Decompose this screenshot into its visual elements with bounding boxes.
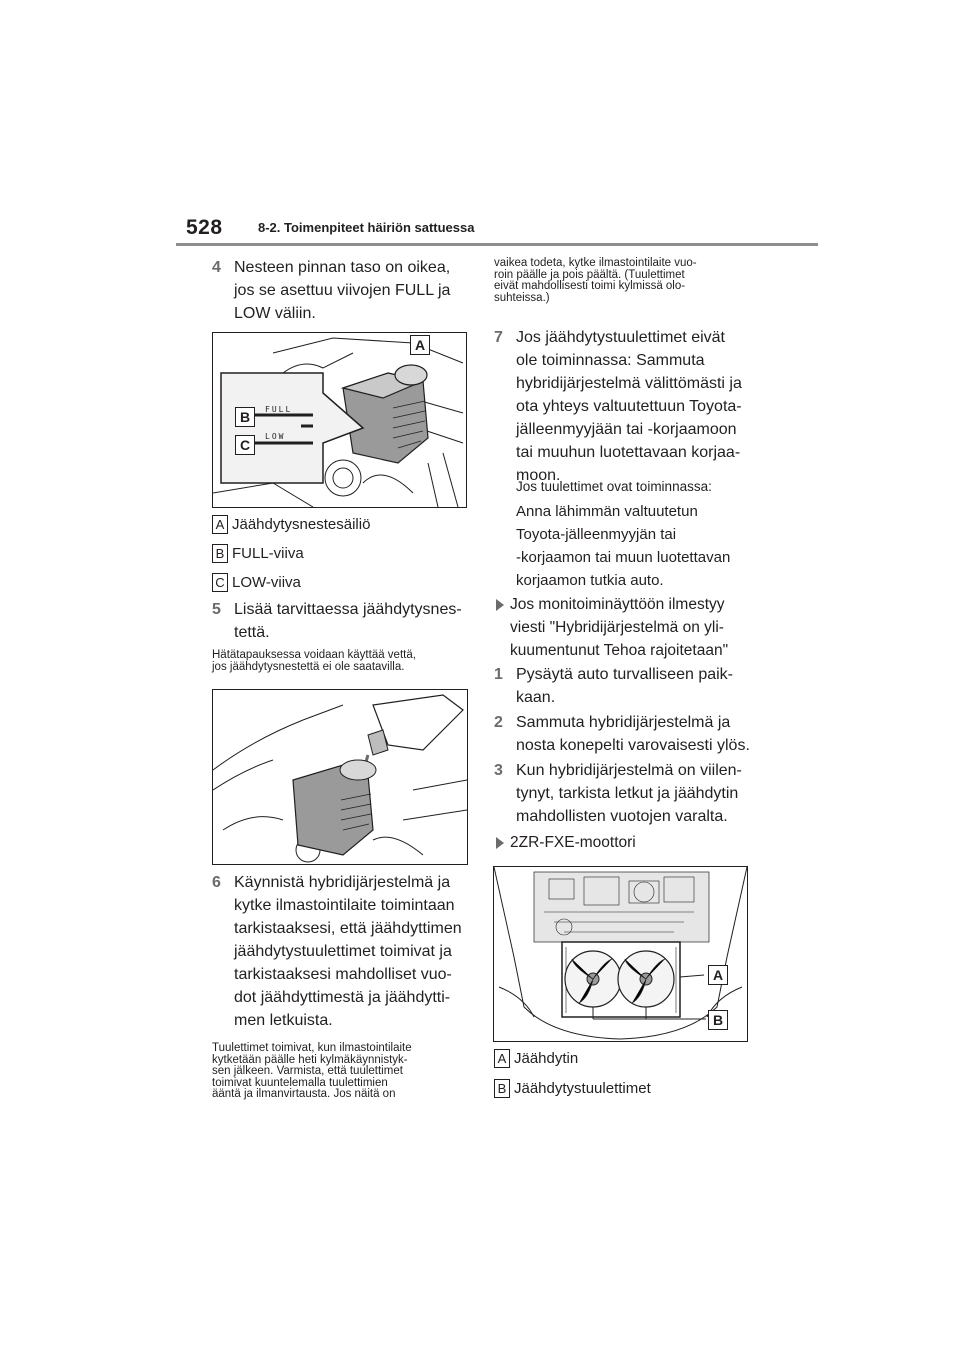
callout-a: A (708, 965, 728, 985)
header-divider (176, 243, 818, 246)
step-7-continuation: Anna lähimmän valtuutetun Toyota-jälleenmyyjän tai -korjaamon tai muun luotettavan korjaamon tutkia auto. (516, 503, 731, 589)
radiator-figure (493, 866, 748, 1042)
full-mark: FULL (265, 405, 293, 414)
legend-key: B (494, 1079, 510, 1098)
legend-text: FULL-viiva (232, 545, 304, 562)
step-text: Käynnistä hybridijärjestelmä ja kytke ilmastointilaite toimintaan tarkistaaksesi, että jäähdyttimen jäähdytystuulettimet toimivat ja tarkistaaksesi mahdolliset vuo- dot jäähdyttimestä ja jäähdytti- men letkuista. (234, 874, 462, 1029)
step-4 (212, 256, 472, 326)
legend-key: B (212, 544, 228, 563)
callout-a: A (410, 335, 430, 355)
legend-text: Jäähdytystuulettimet (514, 1080, 651, 1097)
step-number: 4 (212, 259, 221, 276)
step-5 (212, 598, 472, 644)
refill-illustration (213, 690, 467, 864)
step-number: 7 (494, 329, 503, 346)
section-title: 8-2. Toimenpiteet häiriön sattuessa (258, 220, 475, 235)
step-text: Sammuta hybridijärjestelmä ja nosta konepelti varovaisesti ylös. (516, 714, 750, 754)
bullet-arrow-icon (496, 599, 504, 611)
legend-item-a (212, 515, 462, 535)
step-text: Jos jäähdytystuulettimet eivät ole toiminnassa: Sammuta hybridijärjestelmä välittömästi ja ota yhteys valtuutettuun Toyota- jälleenmyyjään tai -korjaamoon tai muuhun luotettavaan korjaa- moon. (516, 329, 742, 484)
step-number: 3 (494, 762, 503, 779)
step-text: Nesteen pinnan taso on oikea, jos se asettuu viivojen FULL ja LOW väliin. (234, 259, 451, 322)
legend-item-a (494, 1049, 744, 1069)
step-text: Pysäytä auto turvalliseen paik- kaan. (516, 666, 733, 706)
note-fans: Tuulettimet toimivat, kun ilmastointilaite kytketään päälle heti kylmäkäynnistyk- sen jälkeen. Varmista, että tuulettimet toimivat kuuntelemalla tuulettimien ääntä ja ilmanvirtausta. Jos näitä on (212, 1042, 412, 1100)
legend-text: Jäähdytin (514, 1050, 579, 1067)
legend-item-b (494, 1079, 744, 1099)
legend-key: C (212, 573, 228, 592)
step-1 (494, 663, 764, 709)
legend-key: A (212, 515, 228, 534)
step-3 (494, 759, 764, 829)
low-mark: LOW (265, 432, 286, 441)
step-number: 2 (494, 714, 503, 731)
legend-text: LOW-viiva (232, 574, 301, 591)
note-continued: vaikea todeta, kytke ilmastointilaite vuo- roin päälle ja pois päältä. (Tuulettimet eivät mahdollisesti toimi kylmissä olo- suhteissa.) (494, 257, 697, 304)
bullet-engine-model (496, 831, 764, 855)
bullet-text: 2ZR-FXE-moottori (510, 834, 636, 851)
callout-b: B (708, 1010, 728, 1030)
callout-c: C (235, 435, 255, 455)
fans-working-note: Jos tuulettimet ovat toiminnassa: (516, 479, 712, 494)
step-text: Kun hybridijärjestelmä on viilen- tynyt, tarkista letkut ja jäähdytin mahdollisten vuotojen varalta. (516, 762, 742, 825)
step-6 (212, 871, 474, 1036)
step-number: 6 (212, 874, 221, 891)
step-text: Lisää tarvittaessa jäähdytysnes- tettä. (234, 601, 462, 641)
refill-figure (212, 689, 468, 865)
step-number: 5 (212, 601, 221, 618)
bullet-overheat-message (496, 593, 764, 663)
step-number: 1 (494, 666, 503, 683)
bullet-arrow-icon (496, 837, 504, 849)
legend-key: A (494, 1049, 510, 1068)
bullet-text: Jos monitoiminäyttöön ilmestyy viesti "Hybridijärjestelmä on yli- kuumentunut Tehoa rajoitetaan" (510, 596, 729, 659)
step-7 (494, 326, 764, 491)
step-2 (494, 711, 764, 757)
legend-item-c (212, 573, 462, 593)
note-emergency-water: Hätätapauksessa voidaan käyttää vettä, jos jäähdytysnestettä ei ole saatavilla. (212, 649, 416, 673)
page-number: 528 (186, 216, 223, 239)
coolant-reservoir-figure (212, 332, 467, 508)
callout-b: B (235, 407, 255, 427)
legend-item-b (212, 544, 462, 564)
legend-text: Jäähdytysnestesäiliö (232, 516, 371, 533)
